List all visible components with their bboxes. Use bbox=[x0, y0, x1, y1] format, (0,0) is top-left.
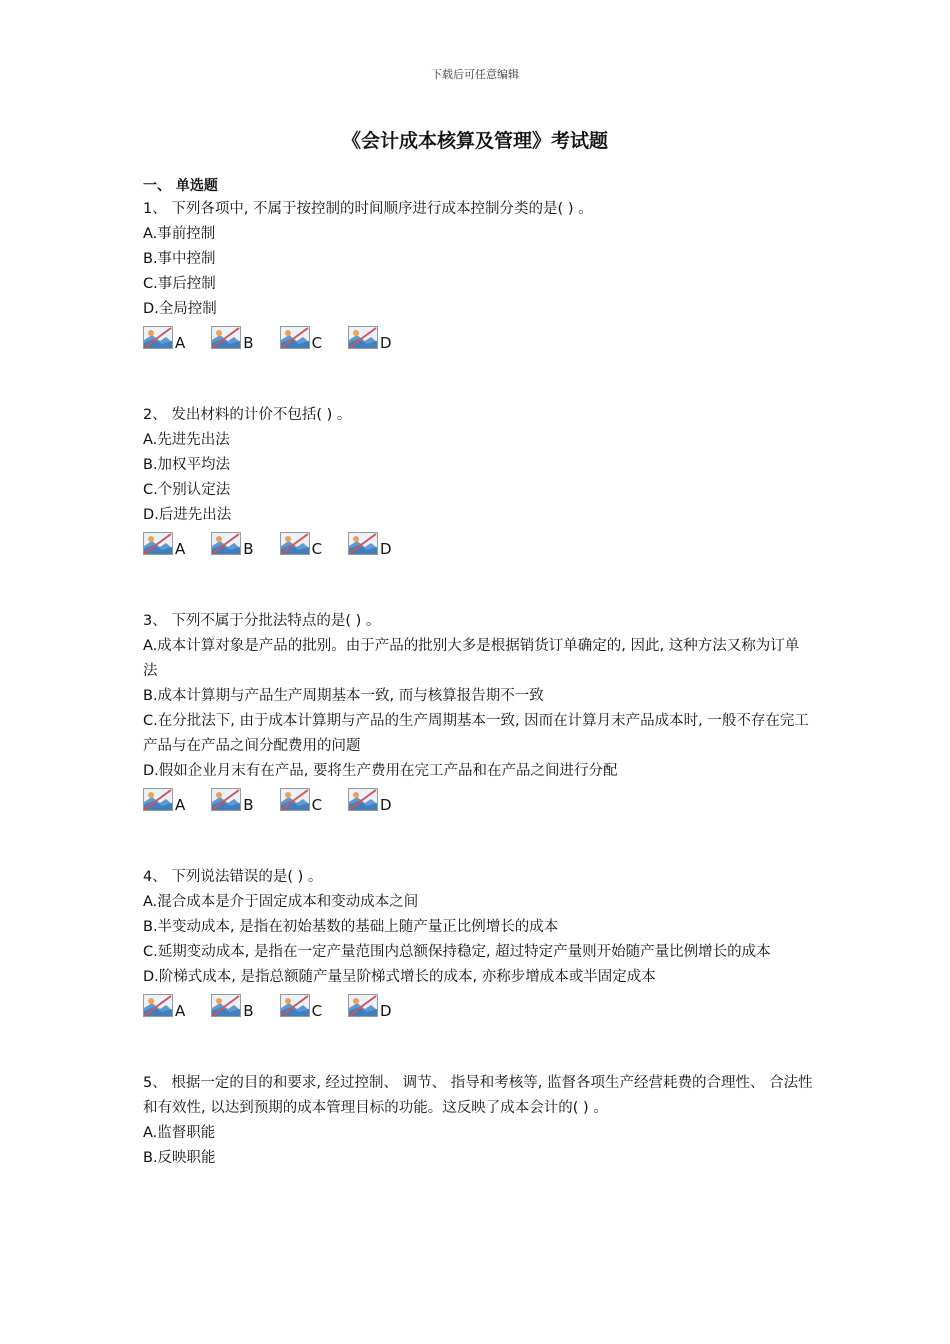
answer-label: B bbox=[243, 796, 254, 814]
broken-image-icon bbox=[280, 532, 310, 555]
option-b: B.成本计算期与产品生产周期基本一致, 而与核算报告期不一致 bbox=[143, 688, 544, 704]
question-5 bbox=[143, 1071, 813, 1171]
answer-choice-c[interactable] bbox=[280, 994, 322, 1021]
question-text: 1、 下列各项中, 不属于按控制的时间顺序进行成本控制分类的是( ) 。 bbox=[143, 201, 593, 217]
question-2 bbox=[143, 403, 813, 559]
broken-image-icon bbox=[211, 532, 241, 555]
answer-choice-a[interactable] bbox=[143, 532, 185, 559]
answer-label: C bbox=[311, 334, 323, 352]
answer-choice-b[interactable] bbox=[211, 532, 253, 559]
option-a: A.先进先出法 bbox=[143, 432, 230, 448]
option-b: B.事中控制 bbox=[143, 251, 216, 267]
answer-choice-c[interactable] bbox=[280, 326, 322, 353]
answer-choice-a[interactable] bbox=[143, 994, 185, 1021]
answer-label: A bbox=[175, 540, 186, 558]
answer-choice-a[interactable] bbox=[143, 788, 185, 815]
option-a: A.成本计算对象是产品的批别。由于产品的批别大多是根据销货订单确定的, 因此, 这种方法又称为订单法 bbox=[143, 638, 800, 679]
option-d: D.假如企业月末有在产品, 要将生产费用在完工产品和在产品之间进行分配 bbox=[143, 763, 618, 779]
answer-label: A bbox=[175, 1002, 186, 1020]
option-b: B.反映职能 bbox=[143, 1150, 216, 1166]
option-d: D.阶梯式成本, 是指总额随产量呈阶梯式增长的成本, 亦称步增成本或半固定成本 bbox=[143, 969, 656, 985]
option-d: D.全局控制 bbox=[143, 301, 217, 317]
answer-choice-c[interactable] bbox=[280, 532, 322, 559]
answer-choice-d[interactable] bbox=[348, 994, 392, 1021]
broken-image-icon bbox=[348, 788, 378, 811]
answer-choice-b[interactable] bbox=[211, 994, 253, 1021]
broken-image-icon bbox=[211, 326, 241, 349]
broken-image-icon bbox=[348, 326, 378, 349]
header-note: 下载后可任意编辑 bbox=[431, 68, 519, 81]
broken-image-icon bbox=[280, 788, 310, 811]
answer-choice-b[interactable] bbox=[211, 788, 253, 815]
answer-label: D bbox=[380, 796, 392, 814]
answer-choices bbox=[143, 785, 813, 815]
question-1 bbox=[143, 197, 813, 353]
answer-choice-d[interactable] bbox=[348, 326, 392, 353]
section-heading: 一、 单选题 bbox=[143, 178, 218, 194]
broken-image-icon bbox=[348, 994, 378, 1017]
question-text: 3、 下列不属于分批法特点的是( ) 。 bbox=[143, 613, 381, 629]
question-text: 2、 发出材料的计价不包括( ) 。 bbox=[143, 407, 352, 423]
answer-label: C bbox=[311, 1002, 323, 1020]
answer-label: D bbox=[380, 334, 392, 352]
broken-image-icon bbox=[211, 994, 241, 1017]
answer-label: D bbox=[380, 540, 392, 558]
question-text: 4、 下列说法错误的是( ) 。 bbox=[143, 869, 323, 885]
option-a: A.事前控制 bbox=[143, 226, 216, 242]
option-c: C.在分批法下, 由于成本计算期与产品的生产周期基本一致, 因而在计算月末产品成本时, 一般不存在完工产品与在产品之间分配费用的问题 bbox=[143, 713, 809, 754]
answer-label: B bbox=[243, 334, 254, 352]
broken-image-icon bbox=[143, 326, 173, 349]
answer-label: D bbox=[380, 1002, 392, 1020]
broken-image-icon bbox=[280, 994, 310, 1017]
answer-choice-d[interactable] bbox=[348, 788, 392, 815]
option-c: C.个别认定法 bbox=[143, 482, 231, 498]
question-3 bbox=[143, 609, 813, 815]
option-b: B.半变动成本, 是指在初始基数的基础上随产量正比例增长的成本 bbox=[143, 919, 559, 935]
answer-label: B bbox=[243, 540, 254, 558]
broken-image-icon bbox=[280, 326, 310, 349]
option-c: C.事后控制 bbox=[143, 276, 216, 292]
answer-choice-d[interactable] bbox=[348, 532, 392, 559]
page-title: 《会计成本核算及管理》考试题 bbox=[341, 130, 608, 152]
answer-choices bbox=[143, 991, 813, 1021]
broken-image-icon bbox=[348, 532, 378, 555]
option-c: C.延期变动成本, 是指在一定产量范围内总额保持稳定, 超过特定产量则开始随产量比例增长的成本 bbox=[143, 944, 771, 960]
broken-image-icon bbox=[143, 532, 173, 555]
answer-label: A bbox=[175, 796, 186, 814]
answer-label: C bbox=[311, 796, 323, 814]
question-4 bbox=[143, 865, 813, 1021]
option-b: B.加权平均法 bbox=[143, 457, 231, 473]
answer-choices bbox=[143, 323, 813, 353]
answer-label: B bbox=[243, 1002, 254, 1020]
broken-image-icon bbox=[143, 994, 173, 1017]
answer-choices bbox=[143, 529, 813, 559]
broken-image-icon bbox=[211, 788, 241, 811]
answer-choice-c[interactable] bbox=[280, 788, 322, 815]
answer-label: A bbox=[175, 334, 186, 352]
option-d: D.后进先出法 bbox=[143, 507, 232, 523]
content bbox=[143, 175, 813, 1171]
answer-label: C bbox=[311, 540, 323, 558]
answer-choice-a[interactable] bbox=[143, 326, 185, 353]
option-a: A.混合成本是介于固定成本和变动成本之间 bbox=[143, 894, 419, 910]
option-a: A.监督职能 bbox=[143, 1125, 216, 1141]
broken-image-icon bbox=[143, 788, 173, 811]
question-text: 5、 根据一定的目的和要求, 经过控制、 调节、 指导和考核等, 监督各项生产经营耗费的合理性、 合法性和有效性, 以达到预期的成本管理目标的功能。这反映了成本会计的( ) 。 bbox=[143, 1075, 813, 1116]
answer-choice-b[interactable] bbox=[211, 326, 253, 353]
